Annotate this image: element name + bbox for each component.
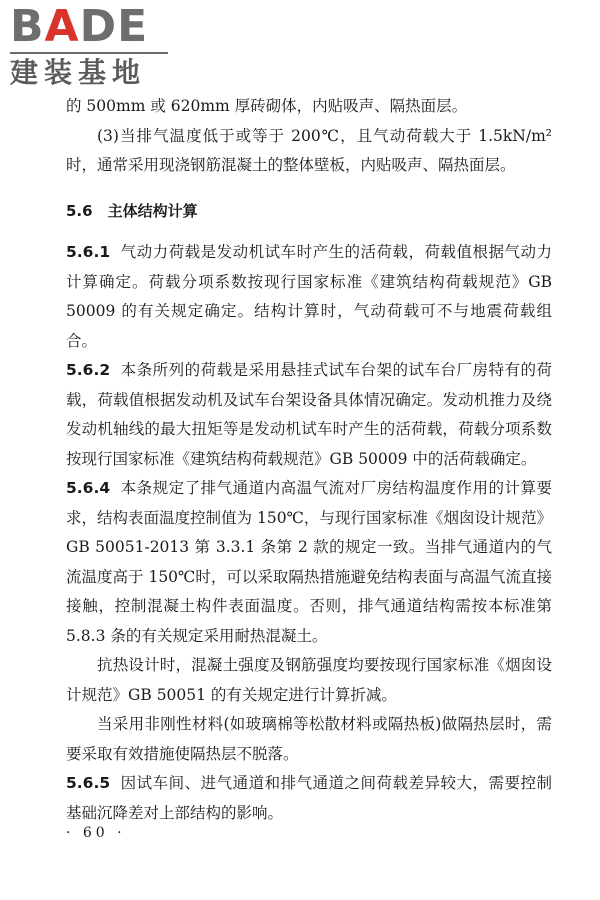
paragraph-item-3: (3)当排气温度低于或等于 200℃，且气动荷载大于 1.5kN/m² 时，通常采用现浇钢筋混凝土的整体壁板，内贴吸声、隔热面层。 xyxy=(66,126,552,174)
logo-letters-de: DE xyxy=(79,1,149,52)
clause-5-6-2 xyxy=(66,356,552,474)
clause-text: 气动力荷载是发动机试车时产生的活荷载，荷载值根据气动力计算确定。荷载分项系数按现行国家标准《建筑结构荷载规范》GB 50009 的有关规定确定。结构计算时，气动荷载可不与地震荷载组合。 xyxy=(66,243,552,350)
section-heading: 5.6 主体结构计算 xyxy=(66,201,198,220)
clause-text: 因试车间、进气通道和排气通道之间荷载差异较大，需要控制基础沉降差对上部结构的影响。 xyxy=(66,774,552,822)
clause-5-6-5 xyxy=(66,769,552,828)
paragraph-nonrigid: 当采用非刚性材料(如玻璃棉等松散材料或隔热板)做隔热层时，需要采取有效措施使隔热层不脱落。 xyxy=(66,715,552,763)
clause-5-6-1 xyxy=(66,238,552,356)
clause-number: 5.6.4 xyxy=(66,479,111,497)
clause-text: 本条规定了排气通道内高温气流对厂房结构温度作用的计算要求，结构表面温度控制值为 150℃，与现行国家标准《烟囱设计规范》GB 50051-2013 第 3.3.1 条第 2 款的规定一致。当排气通道内的气流温度高于 150℃时，可以采取隔热措施避免结构表面与高温气流直接接触，控制混凝土构件表面温度。否则，排气通道结构需按本标准第 5.8.3 条的有关规定采用耐热混凝土。 xyxy=(66,479,552,645)
document-body xyxy=(66,92,552,828)
clause-number: 5.6.2 xyxy=(66,361,111,379)
paragraph-heat-design: 抗热设计时，混凝土强度及钢筋强度均要按现行国家标准《烟囱设计规范》GB 50051 的有关规定进行计算折减。 xyxy=(66,656,552,704)
logo-letter-b: B xyxy=(10,1,45,52)
clause-number: 5.6.5 xyxy=(66,774,111,792)
logo-divider xyxy=(10,52,168,54)
logo-subtitle: 建装基地 xyxy=(10,56,147,89)
logo-wordmark xyxy=(10,1,180,52)
paragraph-continued: 的 500mm 或 620mm 厚砖砌体，内贴吸声、隔热面层。 xyxy=(66,97,468,115)
page-number: · 60 · xyxy=(66,825,126,841)
clause-number: 5.6.1 xyxy=(66,243,111,261)
brand-logo xyxy=(10,1,180,89)
clause-text: 本条所列的荷载是采用悬挂式试车台架的试车台厂房特有的荷载，荷载值根据发动机及试车台架设备具体情况确定。发动机推力及绕发动机轴线的最大扭矩等是发动机试车时产生的活荷载，荷载分项系数按现行国家标准《建筑结构荷载规范》GB 50009 中的活荷载确定。 xyxy=(66,361,552,468)
clause-5-6-4 xyxy=(66,474,552,651)
logo-letter-a: A xyxy=(44,1,80,52)
